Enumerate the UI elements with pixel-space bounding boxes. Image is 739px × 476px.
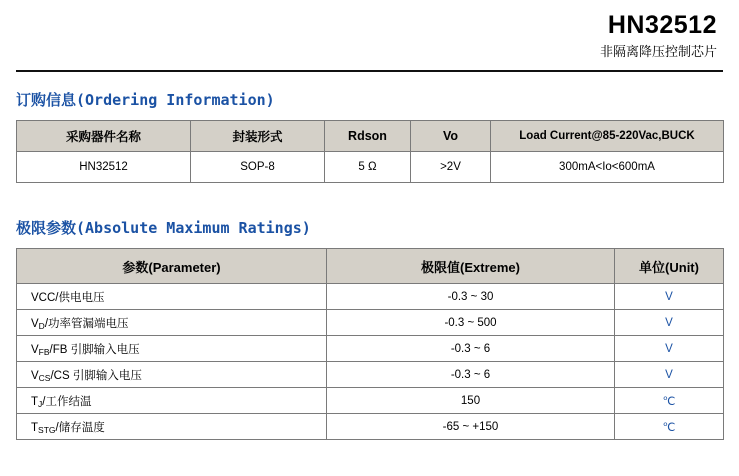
column-header-unit: 单位(Unit) — [615, 249, 724, 284]
cell-unit: V — [615, 310, 724, 336]
cell-parameter — [17, 362, 327, 388]
cell-unit: V — [615, 336, 724, 362]
param-tail: /工作结温 — [42, 395, 92, 408]
table-row — [17, 414, 724, 440]
table-header-row — [17, 121, 724, 152]
param-subscript: D — [38, 320, 45, 331]
table-row — [17, 284, 724, 310]
cell-unit: V — [615, 362, 724, 388]
cell-parameter — [17, 336, 327, 362]
cell-parameter — [17, 414, 327, 440]
param-main: V — [31, 317, 39, 330]
param-tail: /FB 引脚输入电压 — [49, 343, 140, 356]
param-main: T — [31, 395, 39, 408]
column-header-load-current: Load Current@85-220Vac,BUCK — [491, 121, 724, 152]
param-tail: /CS 引脚输入电压 — [50, 369, 142, 382]
table-row — [17, 310, 724, 336]
cell-rdson: 5 Ω — [325, 152, 411, 183]
column-header-part-name: 采购器件名称 — [17, 121, 191, 152]
param-main: V — [31, 369, 39, 382]
cell-load-current: 300mA<Io<600mA — [491, 152, 724, 183]
column-header-extreme: 极限值(Extreme) — [327, 249, 615, 284]
page-subtitle: 非隔离降压控制芯片 — [599, 44, 717, 59]
ratings-section-title: 极限参数(Absolute Maximum Ratings) — [16, 219, 311, 237]
cell-extreme: -0.3 ~ 6 — [327, 336, 615, 362]
cell-unit: V — [615, 284, 724, 310]
table-row — [17, 362, 724, 388]
column-header-rdson: Rdson — [325, 121, 411, 152]
ordering-table — [16, 120, 724, 183]
cell-extreme: -65 ~ +150 — [327, 414, 615, 440]
cell-parameter — [17, 310, 327, 336]
table-row — [17, 336, 724, 362]
cell-extreme: -0.3 ~ 6 — [327, 362, 615, 388]
column-header-parameter: 参数(Parameter) — [17, 249, 327, 284]
table-row — [17, 152, 724, 183]
param-tail: /储存温度 — [55, 421, 105, 434]
param-subscript: CS — [38, 372, 51, 383]
cell-extreme: -0.3 ~ 30 — [327, 284, 615, 310]
param-subscript: FB — [38, 346, 50, 357]
cell-extreme: 150 — [327, 388, 615, 414]
param-main: T — [31, 421, 39, 434]
column-header-package: 封装形式 — [191, 121, 325, 152]
ratings-table — [16, 248, 724, 440]
table-header-row — [17, 249, 724, 284]
header-divider — [16, 70, 723, 72]
cell-extreme: -0.3 ~ 500 — [327, 310, 615, 336]
cell-unit: ℃ — [615, 414, 724, 440]
cell-parameter — [17, 284, 327, 310]
cell-unit: ℃ — [615, 388, 724, 414]
absolute-maximum-ratings-section — [16, 217, 723, 440]
ordering-section-title: 订购信息(Ordering Information) — [16, 91, 275, 109]
cell-parameter — [17, 388, 327, 414]
page-title: HN32512 — [607, 11, 717, 39]
param-subscript: J — [38, 398, 43, 409]
param-main: V — [31, 343, 39, 356]
cell-package: SOP-8 — [191, 152, 325, 183]
param-main: VCC/供电电压 — [31, 291, 105, 304]
cell-part-name: HN32512 — [17, 152, 191, 183]
param-tail: /功率管漏端电压 — [44, 317, 129, 330]
document-header — [16, 0, 723, 62]
ordering-information-section — [16, 89, 723, 183]
param-subscript: STG — [38, 424, 56, 435]
cell-vo: >2V — [411, 152, 491, 183]
table-row — [17, 388, 724, 414]
column-header-vo: Vo — [411, 121, 491, 152]
